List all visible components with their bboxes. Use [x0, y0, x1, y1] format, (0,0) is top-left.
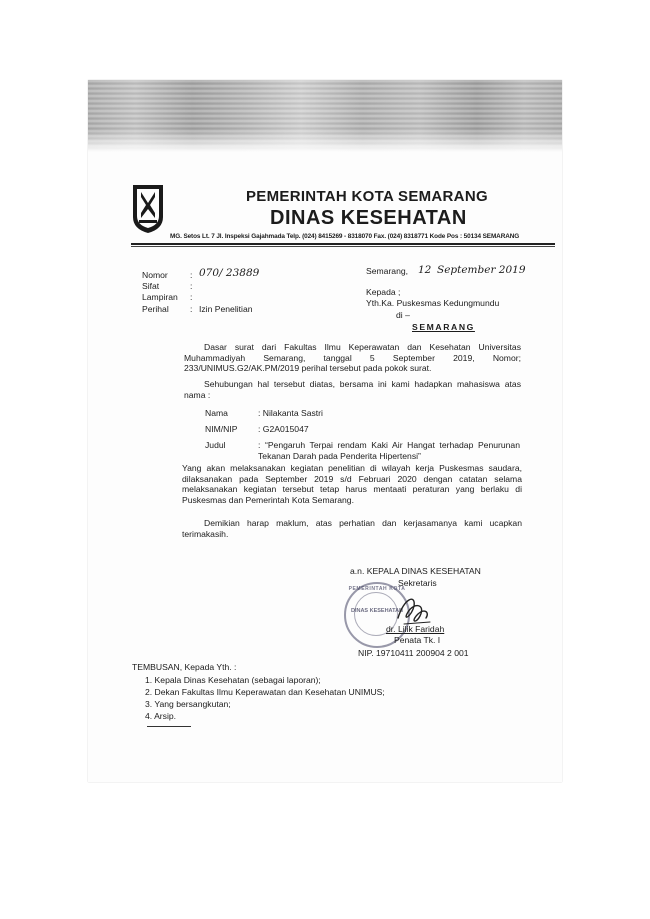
body-paragraph-3: Yang akan melaksanakan kegiatan penelitian di wilayah kerja Puskesmas saudara, dilaksanakan pada September 2019 s/d Februari 2020 dengan catatan selama melaksanakan kegiatan tersebut tetap harus mentaati peraturan yang berlaku di Puskesmas dan Pemerintah Kota Semarang.	[182, 463, 522, 505]
detail-nama-value: : Nilakanta Sastri	[258, 408, 323, 418]
lampiran-colon: :	[190, 292, 193, 302]
signature-nip: NIP. 19710411 200904 2 001	[358, 648, 469, 658]
detail-judul-label: Judul	[205, 440, 226, 450]
detail-nim-label: NIM/NIP	[205, 424, 238, 434]
recipient-di: di –	[396, 310, 410, 320]
letterhead-rule-thick	[131, 243, 555, 245]
signature-position: Sekretaris	[398, 578, 437, 588]
cc-item: 1. Kepala Dinas Kesehatan (sebagai laporan);	[145, 675, 321, 685]
perihal-value: Izin Penelitian	[199, 304, 253, 314]
perihal-label: Perihal	[142, 304, 169, 314]
body-paragraph-2: Sehubungan hal tersebut diatas, bersama ini kami hadapkan mahasiswa atas nama :	[184, 379, 521, 400]
body-paragraph-1: Dasar surat dari Fakultas Ilmu Keperawatan dan Kesehatan Universitas Muhammadiyah Semarang, tanggal 5 September 2019, Nomor; 233/UNIMUS.G2/AK.PM/2019 perihal tersebut pada pokok surat.	[184, 342, 521, 374]
signature-rank: Penata Tk. I	[394, 635, 441, 645]
detail-judul-value: : “Pengaruh Terpai rendam Kaki Air Hangat terhadap Penurunan Tekanan Darah pada Penderita Hipertensi”	[258, 440, 520, 461]
signature-name: dr. Lilik Faridah	[386, 624, 445, 634]
date-place: Semarang,	[366, 266, 409, 276]
nomor-value: 070/ 23889	[199, 267, 260, 279]
letterhead-rule-thin	[131, 246, 555, 247]
stamp-center-text: DINAS KESEHATAN	[350, 608, 404, 614]
agency-heading: DINAS KESEHATAN	[270, 207, 467, 229]
date-day: 12	[418, 264, 432, 276]
cc-item: 4. Arsip.	[145, 711, 177, 721]
city-emblem-icon	[131, 183, 165, 235]
perihal-colon: :	[190, 304, 193, 314]
sifat-colon: :	[190, 281, 193, 291]
detail-nama-label: Nama	[205, 408, 228, 418]
recipient-name: Yth.Ka. Puskesmas Kedungmundu	[366, 298, 500, 308]
recipient-city: SEMARANG	[412, 322, 475, 332]
cc-end-rule	[147, 726, 191, 727]
stamp-ring-text: PEMERINTAH KOTA	[348, 586, 406, 592]
government-heading: PEMERINTAH KOTA SEMARANG	[246, 188, 488, 205]
sifat-label: Sifat	[142, 281, 160, 291]
cc-heading: TEMBUSAN, Kepada Yth. :	[132, 662, 237, 672]
scan-shadow-band	[88, 80, 562, 152]
cc-item: 3. Yang bersangkutan;	[145, 699, 231, 709]
cc-item: 2. Dekan Fakultas Ilmu Keperawatan dan Kesehatan UNIMUS;	[145, 687, 385, 697]
date-month-year: September 2019	[437, 264, 526, 276]
signature-on-behalf: a.n. KEPALA DINAS KESEHATAN	[350, 566, 481, 576]
letterhead-address: MG. Setos Lt. 7 Jl. Inspeksi Gajahmada Telp. (024) 8415269 - 8318070 Fax. (024) 8318771 Kode Pos : 50134 SEMARANG	[170, 233, 520, 240]
recipient-kepada: Kepada ;	[366, 287, 401, 297]
nomor-label: Nomor	[142, 270, 168, 280]
detail-nim-value: : G2A015047	[258, 424, 309, 434]
nomor-colon: :	[190, 270, 193, 280]
lampiran-label: Lampiran	[142, 292, 178, 302]
body-paragraph-4: Demikian harap maklum, atas perhatian dan kerjasamanya kami ucapkan terimakasih.	[182, 518, 522, 539]
